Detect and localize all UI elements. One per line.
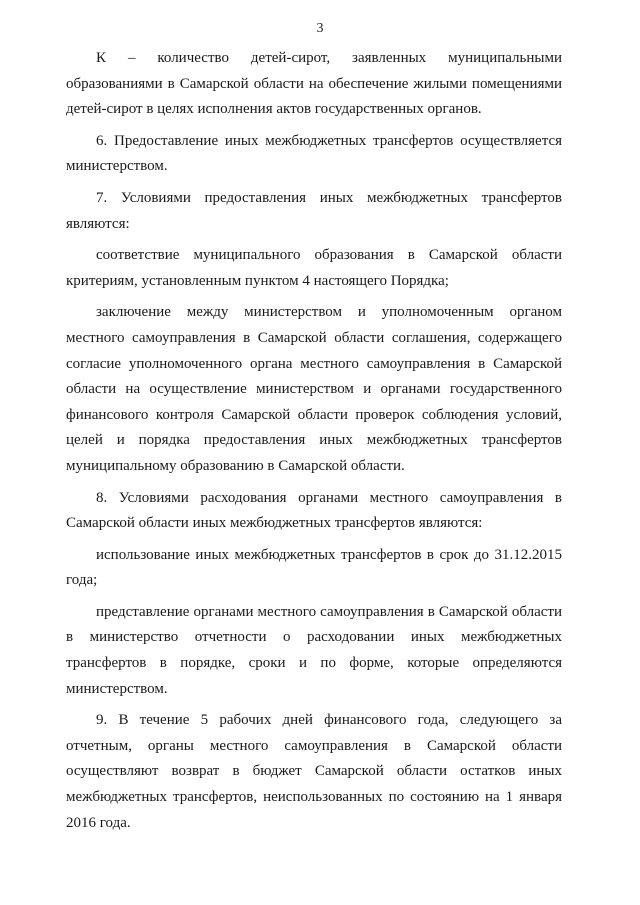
paragraph-condition-agreement: заключение между министерством и уполномоченным органом местного самоуправления в Самарской области соглашения, содержащего согласие уполномоченного органа местного самоуправления в Самарской области на осуществление министерством и органами государственного финансового контроля Самарской области проверок соблюдения условий, целей и порядка предоставления иных межбюджетных трансфертов муниципальному образованию в Самарской области.	[66, 304, 562, 474]
paragraph-condition-criteria: соответствие муниципального образования в Самарской области критериям, установленным пунктом 4 настоящего Порядка;	[66, 247, 562, 289]
paragraph-usage-deadline: использование иных межбюджетных трансфертов в срок до 31.12.2015 года;	[66, 546, 562, 589]
paragraph-item-8: 8. Условиями расходования органами местного самоуправления в Самарской области иных межбюджетных трансфертов являются:	[66, 489, 562, 532]
document-body	[66, 46, 562, 842]
paragraph-item-6: 6. Предоставление иных межбюджетных трансфертов осуществляется министерством.	[66, 132, 562, 175]
paragraph-k-definition: К – количество детей-сирот, заявленных муниципальными образованиями в Самарской области на обеспечение жилыми помещениями детей-сирот в целях исполнения актов государственных органов.	[66, 50, 562, 118]
paragraph-item-7: 7. Условиями предоставления иных межбюджетных трансфертов являются:	[66, 189, 562, 232]
paragraph-item-9: 9. В течение 5 рабочих дней финансового года, следующего за отчетным, органы местного самоуправления в Самарской области осуществляют возврат в бюджет Самарской области остатков иных межбюджетных трансфертов, неиспользованных по состоянию на 1 января 2016 года.	[66, 712, 562, 831]
paragraph-reporting: представление органами местного самоуправления в Самарской области в министерство отчетности о расходовании иных межбюджетных трансфертов в порядке, сроки и по форме, которые определяются министерством.	[66, 603, 562, 697]
page-number: 3	[316, 21, 324, 36]
